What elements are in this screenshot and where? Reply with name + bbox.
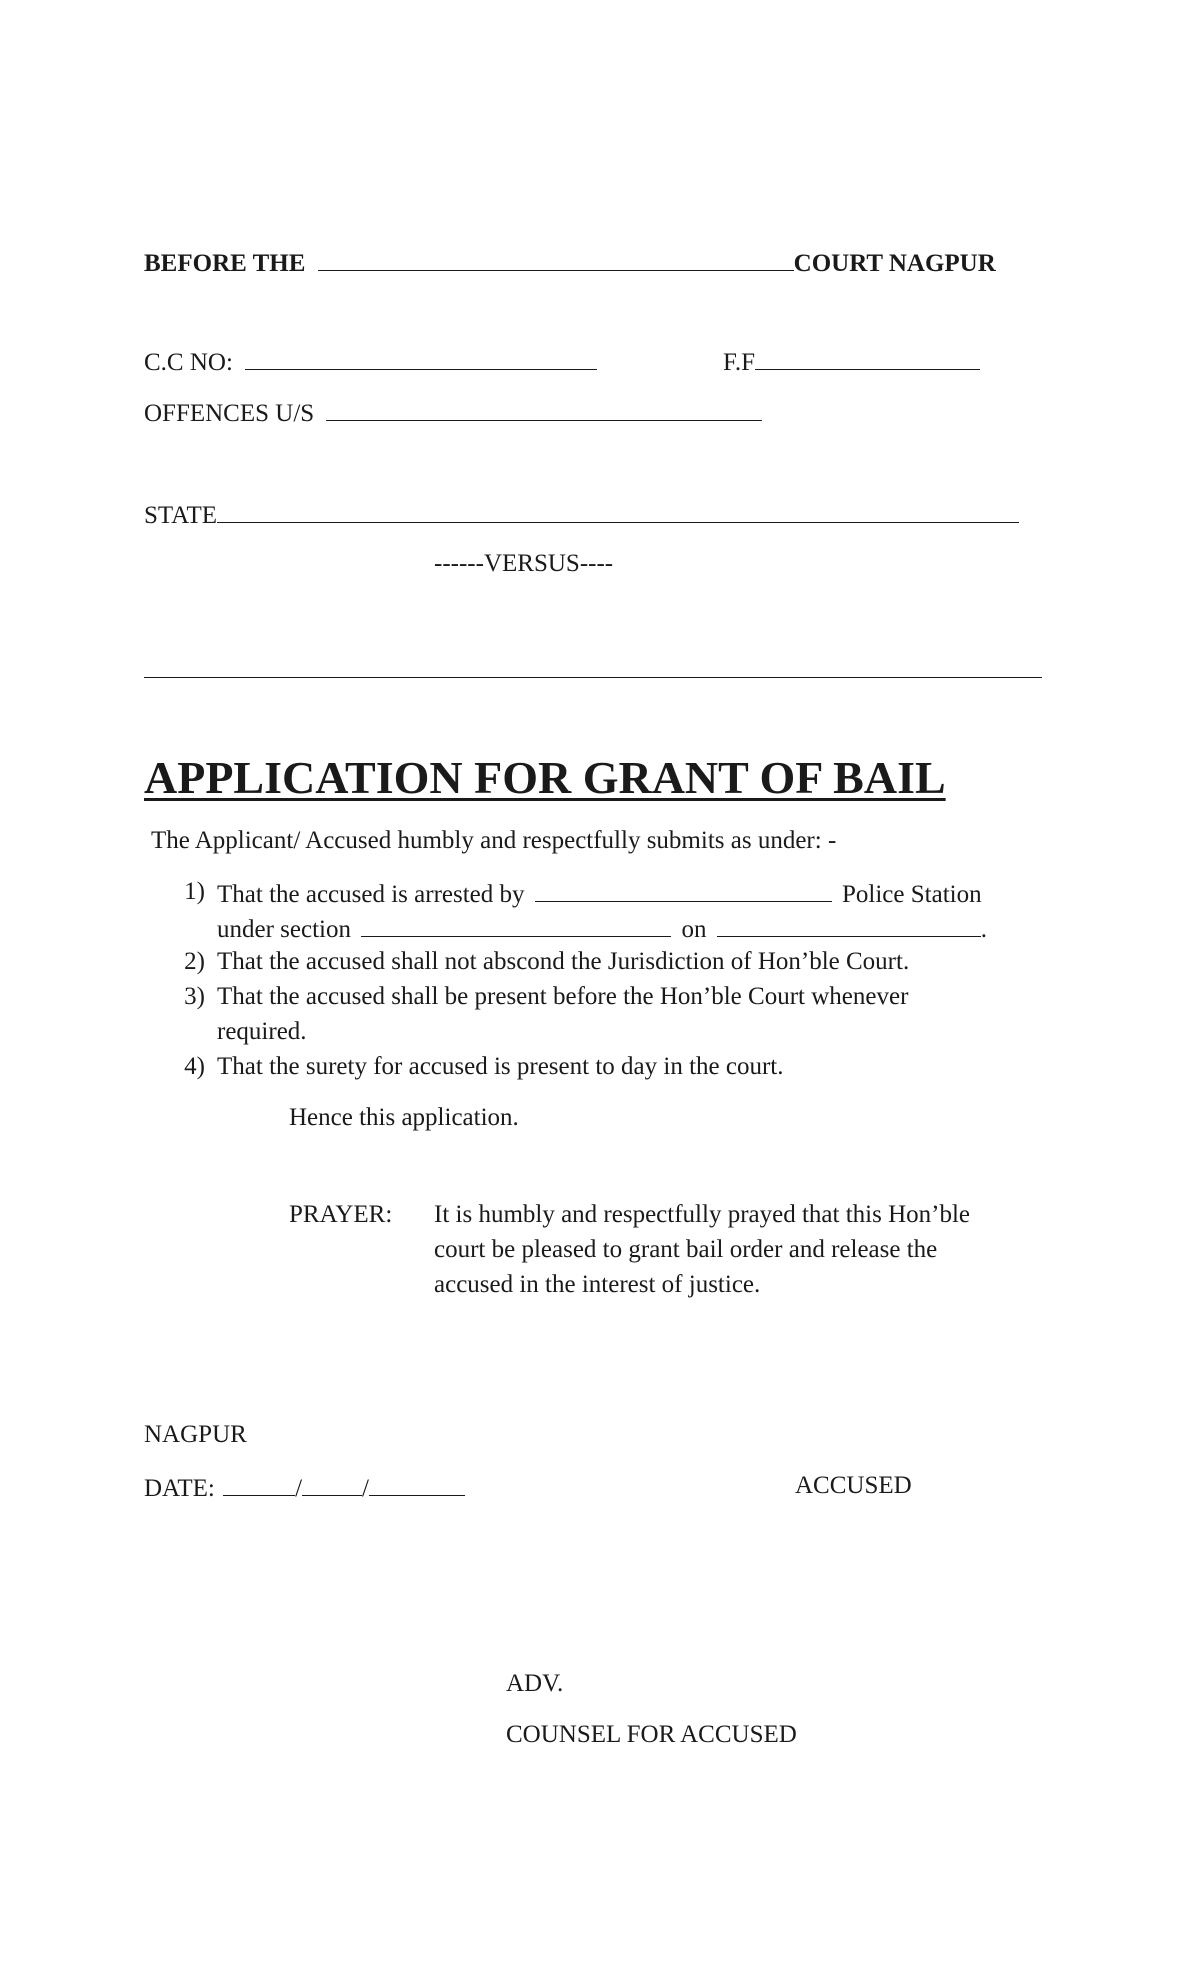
item-number: 3) <box>184 983 205 1010</box>
offences-row <box>144 394 762 431</box>
item-text: . <box>980 916 987 943</box>
ff-row <box>723 343 980 380</box>
date-separator: / <box>295 1475 303 1502</box>
list-item: That the surety for accused is present to day in the court. <box>217 1053 784 1080</box>
date-day-blank[interactable] <box>223 1469 295 1496</box>
state-blank[interactable] <box>217 496 1019 523</box>
date-label: DATE: <box>144 1475 215 1502</box>
item-number: 4) <box>184 1053 205 1080</box>
court-name-blank[interactable] <box>318 244 794 271</box>
prayer-text: It is humbly and respectfully prayed that this Hon’ble <box>434 1201 970 1228</box>
cc-no-label: C.C NO: <box>144 349 233 376</box>
section-blank[interactable] <box>361 910 671 937</box>
item-text: on <box>681 916 707 943</box>
adv-label: ADV. <box>506 1670 564 1697</box>
cc-no-blank[interactable] <box>245 343 597 370</box>
counsel-label: COUNSEL FOR ACCUSED <box>506 1721 797 1748</box>
prayer-label: PRAYER: <box>289 1201 393 1228</box>
date-month-blank[interactable] <box>302 1469 362 1496</box>
ff-label: F.F <box>723 349 756 376</box>
date-year-blank[interactable] <box>369 1469 465 1496</box>
list-item-continuation: required. <box>217 1018 307 1045</box>
prayer-text: accused in the interest of justice. <box>434 1271 761 1298</box>
before-the-label: BEFORE THE <box>144 250 306 277</box>
date-separator: / <box>362 1475 369 1502</box>
court-header <box>144 244 996 281</box>
accused-signature-label: ACCUSED <box>795 1472 912 1499</box>
offences-blank[interactable] <box>326 394 762 421</box>
item-text: Police Station <box>842 881 982 908</box>
ff-blank[interactable] <box>755 343 980 370</box>
list-item <box>217 875 982 912</box>
item-text: That the accused is arrested by <box>217 881 525 908</box>
police-station-blank[interactable] <box>535 875 832 902</box>
arrest-date-blank[interactable] <box>717 910 981 937</box>
list-item: That the accused shall be present before the Hon’ble Court whenever <box>217 983 909 1010</box>
state-row <box>144 496 1019 533</box>
state-label: STATE <box>144 502 217 529</box>
hence-text: Hence this application. <box>289 1104 519 1131</box>
offences-label: OFFENCES U/S <box>144 400 315 427</box>
cc-no-row <box>144 343 597 380</box>
prayer-text: court be pleased to grant bail order and release the <box>434 1236 938 1263</box>
accused-party-blank[interactable] <box>144 677 1042 678</box>
list-item-continuation <box>217 910 987 947</box>
court-nagpur-label: COURT NAGPUR <box>793 250 996 277</box>
place-label: NAGPUR <box>144 1421 247 1448</box>
intro-text: The Applicant/ Accused humbly and respectfully submits as under: - <box>151 827 837 854</box>
item-number: 2) <box>184 948 205 975</box>
list-item: That the accused shall not abscond the Jurisdiction of Hon’ble Court. <box>217 948 910 975</box>
versus-label: ------VERSUS---- <box>434 550 614 577</box>
item-number: 1) <box>184 878 205 905</box>
item-text: under section <box>217 916 351 943</box>
page-title: APPLICATION FOR GRANT OF BAIL <box>144 752 946 803</box>
date-row <box>144 1469 465 1506</box>
